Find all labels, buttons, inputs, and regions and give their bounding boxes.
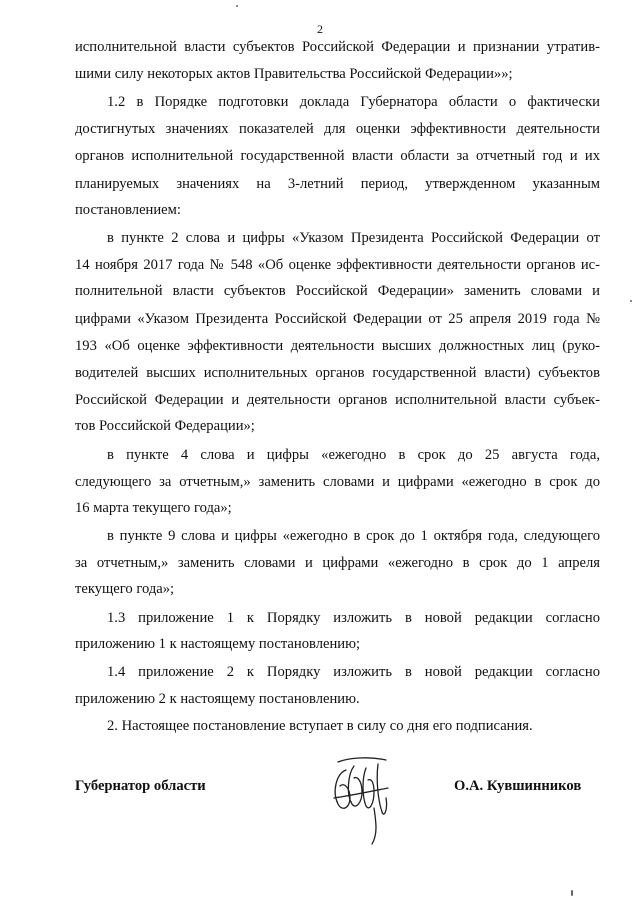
text-line: полнительной власти субъектов Российской Федерации» заменить словами и (75, 283, 600, 299)
text-line: за отчетным,» заменить словами и цифрами «ежегодно в срок до 1 апреля (75, 555, 600, 571)
text-line: в пункте 9 слова и цифры «ежегодно в срок до 1 октября года, следующего (107, 528, 600, 544)
text-line: 1.3 приложение 1 к Порядку изложить в новой редакции согласно (107, 610, 600, 626)
text-line: в пункте 4 слова и цифры «ежегодно в срок до 25 августа года, (107, 447, 600, 463)
handwritten-signature (328, 752, 398, 847)
scan-speck (236, 5, 238, 7)
text-line: 1.2 в Порядке подготовки доклада Губернатора области о фактически (107, 94, 600, 110)
text-line: 1.4 приложение 2 к Порядку изложить в новой редакции согласно (107, 664, 600, 680)
text-line: 2. Настоящее постановление вступает в силу со дня его подписания. (107, 718, 533, 734)
signatory-name: О.А. Кувшинников (454, 778, 582, 794)
text-line: в пункте 2 слова и цифры «Указом Президента Российской Федерации от (107, 230, 600, 246)
text-line: водителей высших исполнительных органов государственной власти) субъектов (75, 365, 600, 381)
text-line: приложению 1 к настоящему постановлению; (75, 636, 361, 652)
text-line: приложению 2 к настоящему постановлению. (75, 691, 360, 707)
text-line: органов исполнительной государственной власти области за отчетный год и их (75, 148, 600, 164)
text-line: тов Российской Федерации»; (75, 418, 255, 434)
text-line: достигнутых значениях показателей для оценки эффективности деятельности (75, 121, 600, 137)
scan-speck (630, 300, 632, 302)
text-line: 16 марта текущего года»; (75, 500, 232, 516)
text-line: исполнительной власти субъектов Российской Федерации и признании утратив- (75, 39, 600, 55)
text-line: текущего года»; (75, 581, 175, 597)
text-line: цифрами «Указом Президента Российской Федерации от 25 апреля 2019 года № (75, 311, 600, 327)
page-number: 2 (317, 22, 323, 36)
text-line: следующего за отчетным,» заменить словами и цифрами «ежегодно в срок до (75, 474, 600, 490)
signatory-title: Губернатор области (75, 778, 206, 794)
scan-speck (571, 890, 573, 896)
text-line: Российской Федерации и деятельности органов исполнительной власти субъек- (75, 392, 600, 408)
text-line: постановлением: (75, 202, 181, 218)
text-line: 14 ноября 2017 года № 548 «Об оценке эффективности деятельности органов ис- (75, 257, 600, 273)
text-line: 193 «Об оценке эффективности деятельности высших должностных лиц (руко- (75, 338, 600, 354)
text-line: планируемых значениях на 3-летний период, утвержденном указанным (75, 176, 600, 192)
text-line: шими силу некоторых актов Правительства Российской Федерации»»; (75, 66, 513, 82)
